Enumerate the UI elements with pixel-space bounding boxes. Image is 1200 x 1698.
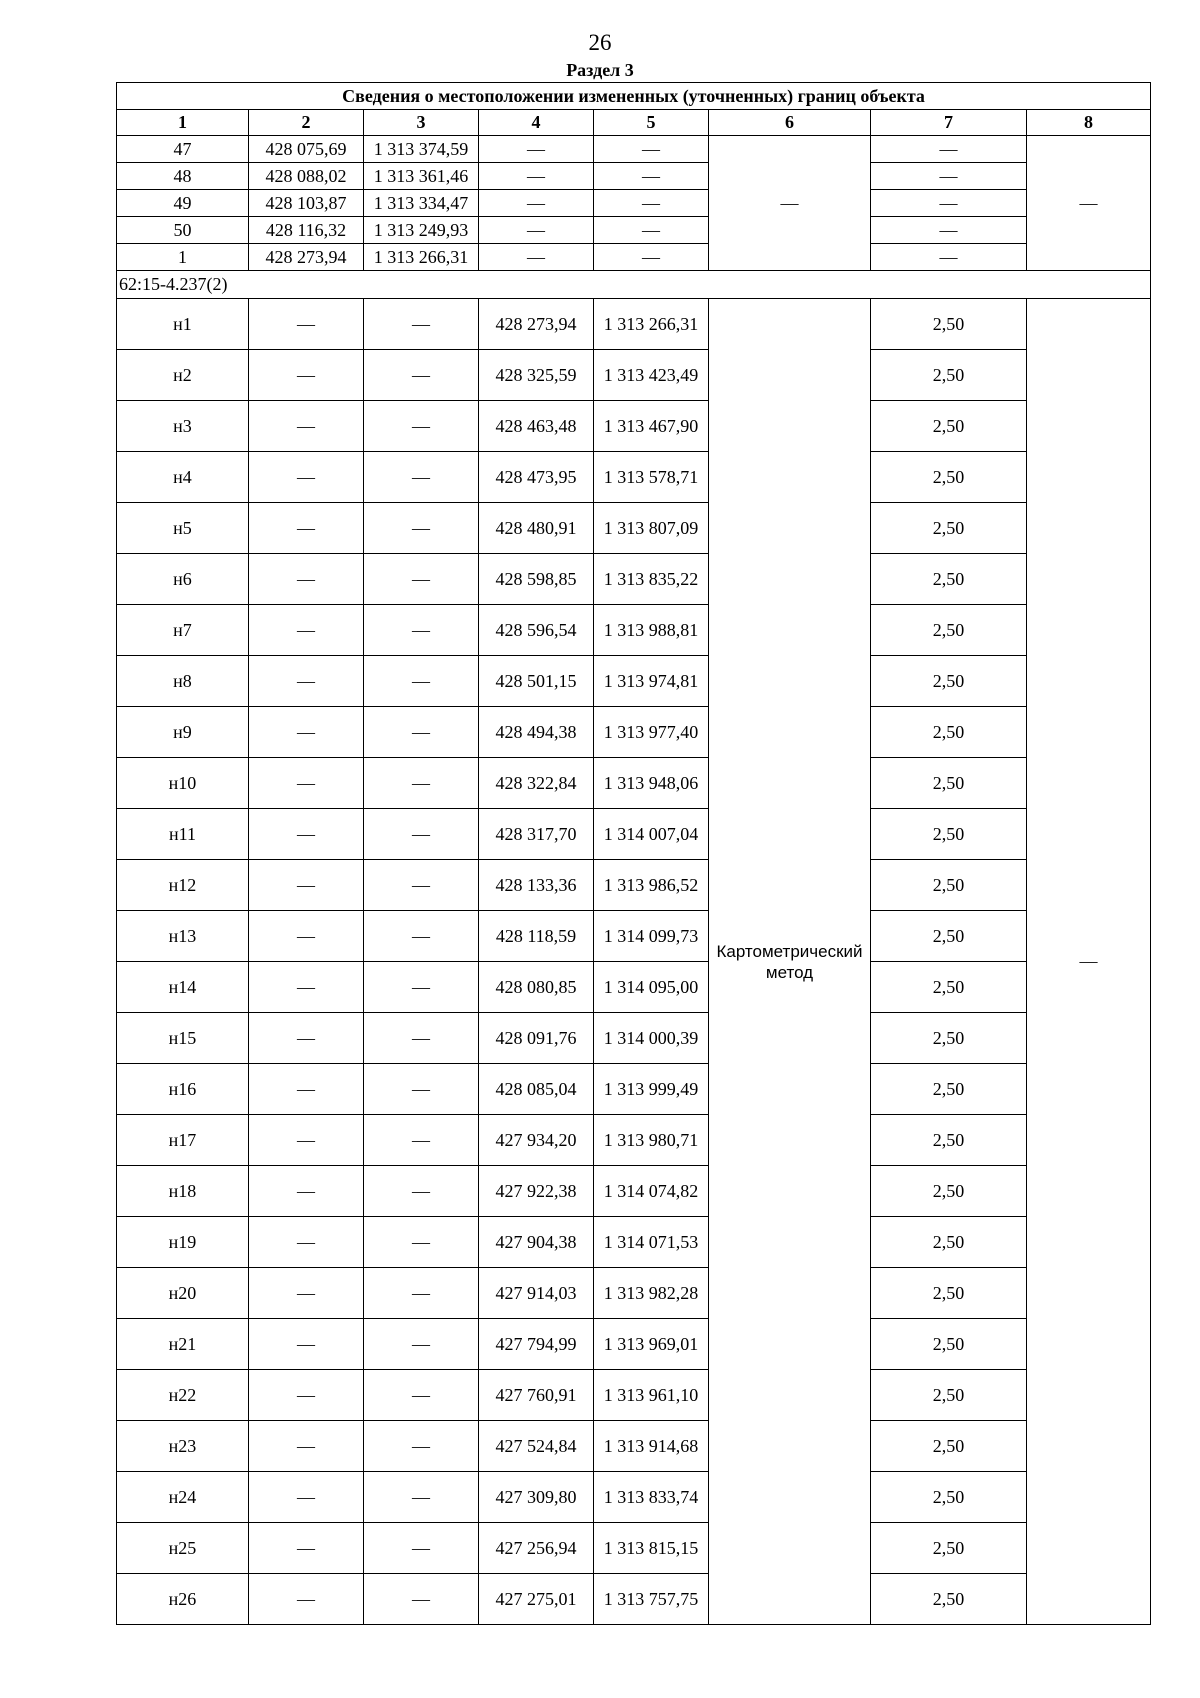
table-cell: 1 313 467,90: [594, 401, 709, 452]
table-cell: 428 116,32: [249, 217, 364, 244]
table-cell: н11: [117, 809, 249, 860]
table-cell: —: [364, 1421, 479, 1472]
table-row: [117, 758, 1151, 809]
table-cell: 428 080,85: [479, 962, 594, 1013]
table-cell: 1 313 988,81: [594, 605, 709, 656]
table-cell: 428 598,85: [479, 554, 594, 605]
table-cell: н8: [117, 656, 249, 707]
table-cell: 2,50: [871, 605, 1027, 656]
table-row: [117, 1268, 1151, 1319]
table-cell: 1 313 334,47: [364, 190, 479, 217]
table-cell: —: [364, 503, 479, 554]
table-cell: —: [249, 1421, 364, 1472]
boundary-table: [116, 82, 1151, 1625]
table-cell: 1 313 961,10: [594, 1370, 709, 1421]
table-cell: 428 085,04: [479, 1064, 594, 1115]
table-row: [117, 217, 1151, 244]
table-cell: н5: [117, 503, 249, 554]
table-cell: 2,50: [871, 452, 1027, 503]
table-row: [117, 503, 1151, 554]
table-cell: —: [249, 299, 364, 350]
table-cell: 428 501,15: [479, 656, 594, 707]
table-cell: н22: [117, 1370, 249, 1421]
table-cell: 2,50: [871, 758, 1027, 809]
table-cell: —: [871, 136, 1027, 163]
table-cell: 50: [117, 217, 249, 244]
table-cell: 2,50: [871, 962, 1027, 1013]
table-cell: —: [249, 1064, 364, 1115]
table-cell: 1 313 999,49: [594, 1064, 709, 1115]
table-cell: —: [364, 1523, 479, 1574]
table-cell: —: [364, 452, 479, 503]
table-cell: 428 075,69: [249, 136, 364, 163]
table-cell: —: [594, 136, 709, 163]
column-number-7: 7: [871, 110, 1027, 136]
table-cell: 427 934,20: [479, 1115, 594, 1166]
table-cell: н4: [117, 452, 249, 503]
table-cell: —: [364, 1115, 479, 1166]
page-number: 26: [588, 30, 612, 55]
table-cell: —: [249, 350, 364, 401]
column-number-4: 4: [479, 110, 594, 136]
table-cell: 428 322,84: [479, 758, 594, 809]
table-cell: 1 314 095,00: [594, 962, 709, 1013]
table-cell: 2,50: [871, 656, 1027, 707]
table-row: [117, 1472, 1151, 1523]
table-cell: —: [871, 217, 1027, 244]
table-cell: 2,50: [871, 1523, 1027, 1574]
table-row: [117, 244, 1151, 271]
table-row: [117, 401, 1151, 452]
table-cell: 47: [117, 136, 249, 163]
table-cell: н21: [117, 1319, 249, 1370]
table-cell: 1 314 074,82: [594, 1166, 709, 1217]
table-cell: 428 133,36: [479, 860, 594, 911]
table-cell: —: [871, 244, 1027, 271]
table-cell: 1 314 007,04: [594, 809, 709, 860]
table-cell: н15: [117, 1013, 249, 1064]
table-cell: 427 309,80: [479, 1472, 594, 1523]
table-cell: —: [249, 911, 364, 962]
table-cell: —: [249, 1523, 364, 1574]
table-cell: 428 273,94: [249, 244, 364, 271]
table-cell: —: [249, 809, 364, 860]
table-cell: —: [364, 1268, 479, 1319]
table-row: [117, 962, 1151, 1013]
table-cell: 428 103,87: [249, 190, 364, 217]
table-cell: 49: [117, 190, 249, 217]
table-cell: 1 313 980,71: [594, 1115, 709, 1166]
table-cell: 2,50: [871, 554, 1027, 605]
table-cell: —: [364, 1013, 479, 1064]
table-cell: 1 314 099,73: [594, 911, 709, 962]
table-cell: —: [364, 809, 479, 860]
table-cell: —: [249, 962, 364, 1013]
table-cell: 428 473,95: [479, 452, 594, 503]
table-cell: —: [364, 554, 479, 605]
table-cell: 1 313 815,15: [594, 1523, 709, 1574]
table-cell: 2,50: [871, 1013, 1027, 1064]
table-cell: —: [364, 656, 479, 707]
table-cell: н24: [117, 1472, 249, 1523]
table-row: [117, 1217, 1151, 1268]
group-label-row: [117, 271, 1151, 299]
table-cell: —: [249, 554, 364, 605]
table-cell: —: [249, 860, 364, 911]
table-cell: —: [249, 503, 364, 554]
table-cell: 1 313 423,49: [594, 350, 709, 401]
table-cell: —: [479, 244, 594, 271]
table-cell: 1 313 914,68: [594, 1421, 709, 1472]
column-number-row: [117, 110, 1151, 136]
table-cell: 428 596,54: [479, 605, 594, 656]
table-cell: —: [871, 190, 1027, 217]
table-cell: 1 314 071,53: [594, 1217, 709, 1268]
table-cell: 48: [117, 163, 249, 190]
table-cell: —: [594, 190, 709, 217]
table-cell: —: [249, 452, 364, 503]
table-cell: 428 091,76: [479, 1013, 594, 1064]
table-cell: 1 313 374,59: [364, 136, 479, 163]
table-cell: 2,50: [871, 1268, 1027, 1319]
table-cell: 428 494,38: [479, 707, 594, 758]
table-cell: 427 524,84: [479, 1421, 594, 1472]
table-cell: н7: [117, 605, 249, 656]
merged-cell-col8: —: [1027, 136, 1151, 271]
table-cell: —: [249, 401, 364, 452]
table-cell: —: [249, 656, 364, 707]
column-number-3: 3: [364, 110, 479, 136]
table-cell: 1 313 986,52: [594, 860, 709, 911]
table-cell: 2,50: [871, 707, 1027, 758]
column-number-2: 2: [249, 110, 364, 136]
table-row: [117, 163, 1151, 190]
table-cell: —: [364, 1064, 479, 1115]
table-row: [117, 1574, 1151, 1625]
table-row: [117, 452, 1151, 503]
table-row: [117, 656, 1151, 707]
table-cell: н26: [117, 1574, 249, 1625]
table-cell: 428 480,91: [479, 503, 594, 554]
table-cell: —: [249, 605, 364, 656]
table-cell: 1 313 969,01: [594, 1319, 709, 1370]
table-cell: 1 313 807,09: [594, 503, 709, 554]
table-cell: 2,50: [871, 350, 1027, 401]
table-cell: —: [479, 136, 594, 163]
table-cell: 1 313 266,31: [364, 244, 479, 271]
table-cell: —: [364, 860, 479, 911]
table-row: [117, 1421, 1151, 1472]
table-cell: —: [364, 1472, 479, 1523]
table-cell: —: [364, 401, 479, 452]
table-cell: 2,50: [871, 503, 1027, 554]
table-row: [117, 1523, 1151, 1574]
table-cell: 1 313 757,75: [594, 1574, 709, 1625]
table-row: [117, 299, 1151, 350]
table-cell: 1 313 835,22: [594, 554, 709, 605]
table-cell: —: [364, 605, 479, 656]
table-cell: 427 904,38: [479, 1217, 594, 1268]
table-cell: —: [364, 1370, 479, 1421]
table-cell: —: [479, 217, 594, 244]
table-cell: 428 088,02: [249, 163, 364, 190]
table-cell: н6: [117, 554, 249, 605]
table-cell: н20: [117, 1268, 249, 1319]
table-cell: 1 313 266,31: [594, 299, 709, 350]
table-cell: —: [249, 1115, 364, 1166]
table-cell: н19: [117, 1217, 249, 1268]
table-cell: н14: [117, 962, 249, 1013]
table-cell: 428 325,59: [479, 350, 594, 401]
table-cell: —: [479, 190, 594, 217]
table-row: [117, 350, 1151, 401]
table-cell: н23: [117, 1421, 249, 1472]
table-cell: н2: [117, 350, 249, 401]
table-row: [117, 1064, 1151, 1115]
table-cell: 2,50: [871, 911, 1027, 962]
table-cell: 2,50: [871, 860, 1027, 911]
table-cell: —: [249, 1472, 364, 1523]
table-cell: —: [249, 1574, 364, 1625]
table-cell: 427 760,91: [479, 1370, 594, 1421]
table-cell: 427 275,01: [479, 1574, 594, 1625]
table-cell: 1 313 982,28: [594, 1268, 709, 1319]
table-cell: —: [364, 1166, 479, 1217]
table-cell: н13: [117, 911, 249, 962]
table-caption: Сведения о местоположении измененных (уточненных) границ объекта: [117, 83, 1151, 110]
table-cell: 2,50: [871, 299, 1027, 350]
table-cell: —: [249, 1166, 364, 1217]
table-row: [117, 136, 1151, 163]
table-cell: 2,50: [871, 1115, 1027, 1166]
table-cell: 428 463,48: [479, 401, 594, 452]
table-cell: —: [871, 163, 1027, 190]
table-row: [117, 860, 1151, 911]
table-cell: 2,50: [871, 401, 1027, 452]
table-cell: —: [249, 1268, 364, 1319]
table-cell: 1 314 000,39: [594, 1013, 709, 1064]
table-cell: 2,50: [871, 1574, 1027, 1625]
table-cell: —: [249, 758, 364, 809]
table-row: [117, 190, 1151, 217]
table-row: [117, 1013, 1151, 1064]
table-row: [117, 707, 1151, 758]
table-cell: —: [364, 758, 479, 809]
table-cell: —: [249, 707, 364, 758]
table-cell: н25: [117, 1523, 249, 1574]
table-cell: —: [594, 244, 709, 271]
method-cell: Картометрический метод: [709, 299, 871, 1625]
table-cell: 2,50: [871, 809, 1027, 860]
table-cell: —: [249, 1013, 364, 1064]
table-cell: —: [364, 1217, 479, 1268]
group-label: 62:15-4.237(2): [117, 271, 1151, 299]
table-row: [117, 605, 1151, 656]
column-number-5: 5: [594, 110, 709, 136]
table-cell: 1 313 974,81: [594, 656, 709, 707]
table-cell: 1: [117, 244, 249, 271]
merged-cell-col6: —: [709, 136, 871, 271]
table-cell: 1 313 948,06: [594, 758, 709, 809]
table-row: [117, 911, 1151, 962]
table-cell: 2,50: [871, 1166, 1027, 1217]
table-row: [117, 1370, 1151, 1421]
table-row: [117, 554, 1151, 605]
table-cell: 1 313 977,40: [594, 707, 709, 758]
table-cell: н1: [117, 299, 249, 350]
table-cell: 428 118,59: [479, 911, 594, 962]
table-cell: н3: [117, 401, 249, 452]
table-cell: 2,50: [871, 1319, 1027, 1370]
merged-cell-col8: —: [1027, 299, 1151, 1625]
table-cell: 427 256,94: [479, 1523, 594, 1574]
table-row: [117, 1115, 1151, 1166]
table-cell: н17: [117, 1115, 249, 1166]
table-cell: 2,50: [871, 1370, 1027, 1421]
column-number-8: 8: [1027, 110, 1151, 136]
table-cell: —: [249, 1319, 364, 1370]
table-cell: —: [364, 911, 479, 962]
table-cell: н12: [117, 860, 249, 911]
table-cell: 427 794,99: [479, 1319, 594, 1370]
table-row: [117, 809, 1151, 860]
table-cell: 2,50: [871, 1064, 1027, 1115]
table-cell: 428 273,94: [479, 299, 594, 350]
table-row: [117, 1319, 1151, 1370]
table-cell: 1 313 833,74: [594, 1472, 709, 1523]
table-cell: н18: [117, 1166, 249, 1217]
table-cell: 1 313 578,71: [594, 452, 709, 503]
table-cell: —: [594, 163, 709, 190]
table-cell: н10: [117, 758, 249, 809]
table-cell: 2,50: [871, 1421, 1027, 1472]
table-row: [117, 1166, 1151, 1217]
table-cell: —: [364, 962, 479, 1013]
table-cell: —: [479, 163, 594, 190]
column-number-6: 6: [709, 110, 871, 136]
table-cell: 2,50: [871, 1472, 1027, 1523]
table-cell: н9: [117, 707, 249, 758]
table-cell: 427 922,38: [479, 1166, 594, 1217]
table-cell: н16: [117, 1064, 249, 1115]
table-cell: —: [249, 1217, 364, 1268]
table-cell: 2,50: [871, 1217, 1027, 1268]
table-cell: 1 313 249,93: [364, 217, 479, 244]
table-cell: —: [364, 707, 479, 758]
table-cell: —: [249, 1370, 364, 1421]
table-cell: 427 914,03: [479, 1268, 594, 1319]
table-cell: —: [594, 217, 709, 244]
table-cell: —: [364, 1319, 479, 1370]
section-title: Раздел 3: [566, 60, 634, 80]
column-number-1: 1: [117, 110, 249, 136]
table-cell: 428 317,70: [479, 809, 594, 860]
table-cell: —: [364, 1574, 479, 1625]
table-cell: —: [364, 299, 479, 350]
table-cell: 1 313 361,46: [364, 163, 479, 190]
table-cell: —: [364, 350, 479, 401]
